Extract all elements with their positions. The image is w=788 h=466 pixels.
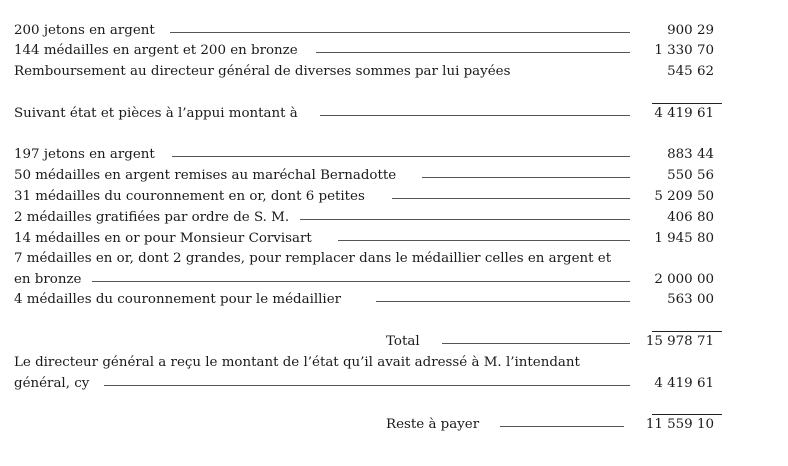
leader-line	[442, 343, 630, 344]
row-amount: 900 29	[667, 23, 714, 38]
total-amount: 15 978 71	[645, 334, 714, 349]
received-line2: général, cy	[14, 376, 90, 391]
ledger-row	[0, 229, 788, 249]
remaining-label: Reste à payer	[386, 417, 480, 432]
ledger-row	[0, 145, 788, 165]
received-row	[0, 374, 788, 394]
received-line1: Le directeur général a reçu le montant de l’état qu’il avait adressé à M. l’intendant	[14, 355, 580, 370]
ledger-row	[0, 187, 788, 207]
remaining-row	[0, 415, 788, 435]
row-label: Remboursement au directeur général de diverses sommes par lui payées	[14, 64, 511, 79]
row-label: 50 médailles en argent remises au maréchal Bernadotte	[14, 168, 397, 183]
ledger-row	[0, 270, 788, 290]
leader-line	[316, 52, 630, 53]
leader-line	[338, 240, 630, 241]
row-amount: 1 330 70	[654, 43, 714, 58]
received-amount: 4 419 61	[654, 376, 714, 391]
leader-line	[300, 219, 630, 220]
row-label-line2: en bronze	[14, 272, 82, 287]
row-amount: 883 44	[667, 147, 714, 162]
row-label-line1: 7 médailles en or, dont 2 grandes, pour remplacer dans le médaillier celles en argent et	[14, 251, 612, 266]
ledger-row	[0, 21, 788, 41]
ledger-row	[0, 166, 788, 186]
leader-line	[376, 301, 630, 302]
subtotal-label: Suivant état et pièces à l’appui montant à	[14, 106, 298, 121]
leader-line	[92, 281, 630, 282]
leader-line	[320, 115, 630, 116]
leader-line	[170, 32, 630, 33]
leader-line	[172, 156, 630, 157]
total-label: Total	[386, 334, 420, 349]
row-label: 4 médailles du couronnement pour le médaillier	[14, 292, 342, 307]
remaining-amount: 11 559 10	[645, 417, 714, 432]
subtotal-amount: 4 419 61	[654, 106, 714, 121]
ledger-row	[0, 41, 788, 61]
leader-line	[392, 198, 630, 199]
leader-line	[500, 426, 624, 427]
row-label: 200 jetons en argent	[14, 23, 155, 38]
row-amount: 563 00	[667, 292, 714, 307]
ledger-row	[0, 208, 788, 228]
ledger-row	[0, 290, 788, 310]
row-label: 31 médailles du couronnement en or, dont 6 petites	[14, 189, 365, 204]
leader-line	[422, 177, 630, 178]
row-label: 14 médailles en or pour Monsieur Corvisart	[14, 231, 312, 246]
ledger-row	[0, 62, 788, 82]
row-label: 144 médailles en argent et 200 en bronze	[14, 43, 298, 58]
row-amount: 545 62	[667, 64, 714, 79]
row-amount: 1 945 80	[654, 231, 714, 246]
leader-line	[104, 385, 630, 386]
row-amount: 406 80	[667, 210, 714, 225]
row-amount: 5 209 50	[654, 189, 714, 204]
row-label: 197 jetons en argent	[14, 147, 155, 162]
row-amount: 2 000 00	[654, 272, 714, 287]
row-amount: 550 56	[667, 168, 714, 183]
row-label: 2 médailles gratifiées par ordre de S. M.	[14, 210, 290, 225]
total-row	[0, 332, 788, 352]
subtotal-row	[0, 104, 788, 124]
